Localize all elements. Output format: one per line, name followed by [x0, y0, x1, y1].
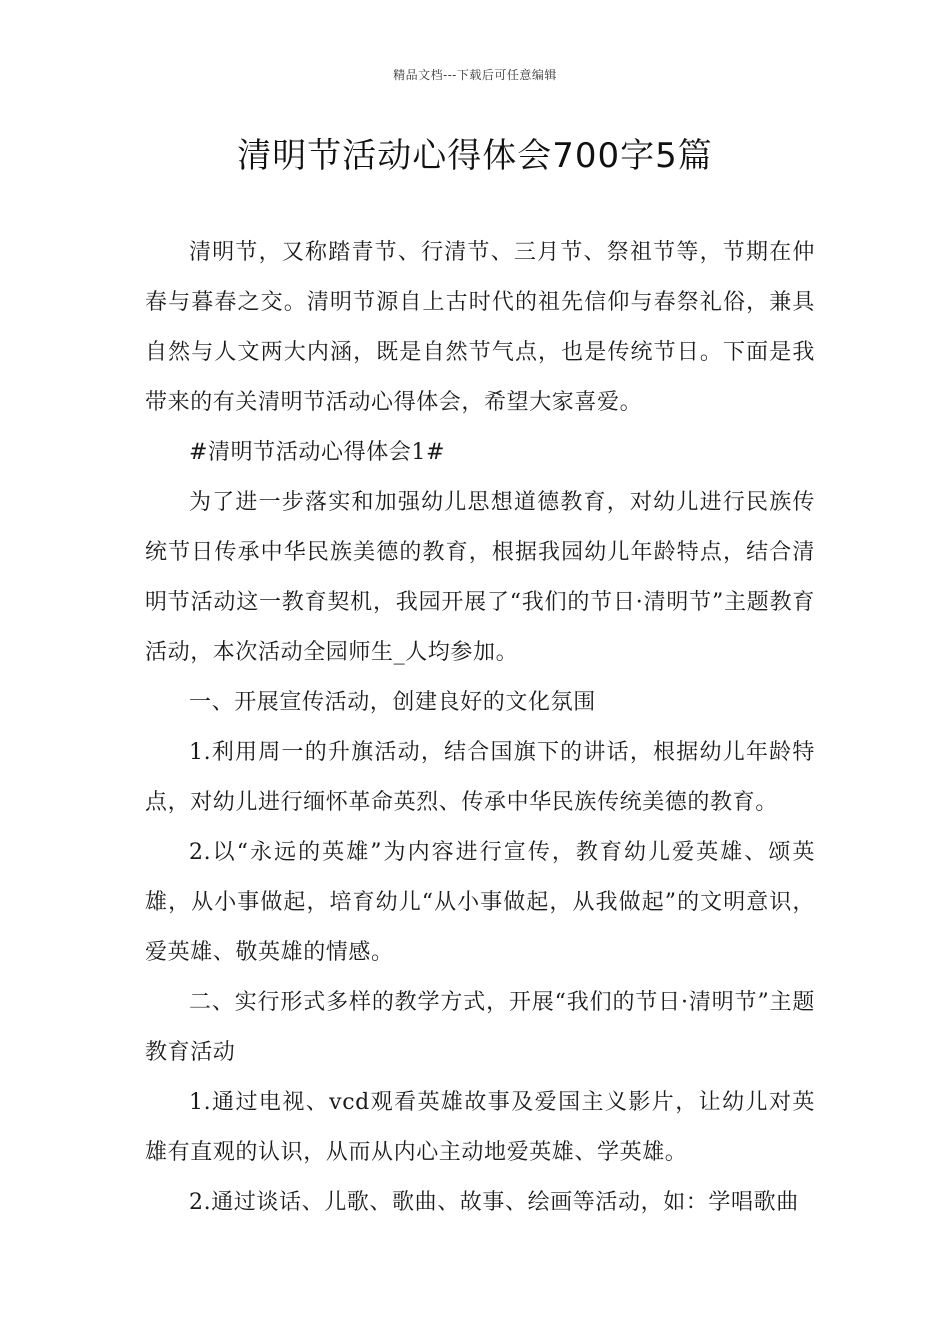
document-title: 清明节活动心得体会700字5篇 [237, 136, 713, 176]
header-note: 精品文档---下载后可任意编辑 [393, 68, 557, 82]
section-heading-1: #清明节活动心得体会1# [189, 440, 446, 465]
body-paragraph: 为了进一步落实和加强幼儿思想道德教育，对幼儿进行民族传统节日传承中华民族美德的教育，根据我园幼儿年龄特点，结合清明节活动这一教育契机，我园开展了“我们的节日·清明节”主题教育活动，本次活动全园师生_人均参加。 [145, 490, 815, 665]
list-item-1-1: 1.利用周一的升旗活动，结合国旗下的讲话，根据幼儿年龄特点，对幼儿进行缅怀革命英烈、传承中华民族传统美德的教育。 [145, 740, 815, 815]
list-item-2-2: 2.通过谈话、儿歌、歌曲、故事、绘画等活动，如：学唱歌曲 [189, 1190, 799, 1215]
list-item-1-2: 2.以“永远的英雄”为内容进行宣传，教育幼儿爱英雄、颂英雄，从小事做起，培育幼儿“从小事做起，从我做起”的文明意识，爱英雄、敬英雄的情感。 [145, 840, 815, 965]
subheading-two: 二、实行形式多样的教学方式，开展“我们的节日·清明节”主题教育活动 [145, 990, 815, 1065]
document-body [145, 228, 815, 1228]
list-item-2-1: 1.通过电视、vcd观看英雄故事及爱国主义影片，让幼儿对英雄有直观的认识，从而从内心主动地爱英雄、学英雄。 [145, 1090, 815, 1165]
subheading-one: 一、开展宣传活动，创建良好的文化氛围 [189, 690, 596, 715]
intro-paragraph: 清明节，又称踏青节、行清节、三月节、祭祖节等，节期在仲春与暮春之交。清明节源自上古时代的祖先信仰与春祭礼俗，兼具自然与人文两大内涵，既是自然节气点，也是传统节日。下面是我带来的有关清明节活动心得体会，希望大家喜爱。 [145, 240, 815, 415]
